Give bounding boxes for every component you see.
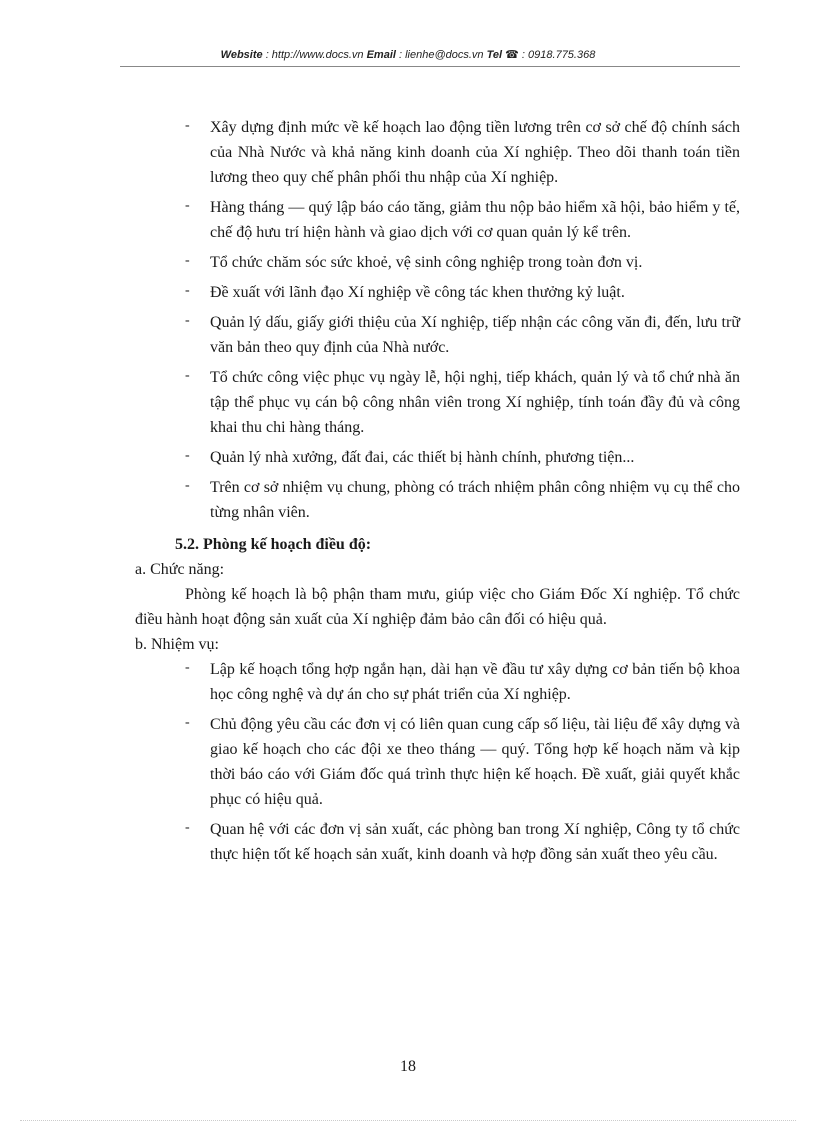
subsection-a-text: Phòng kế hoạch là bộ phận tham mưu, giúp việc cho Giám Đốc Xí nghiệp. Tổ chức điều hành hoạt động sản xuất của Xí nghiệp đảm bảo cân đối có hiệu quả.	[135, 586, 740, 628]
list-item: - Quản lý dấu, giấy giới thiệu của Xí nghiệp, tiếp nhận các công văn đi, đến, lưu trữ văn bản theo quy định của Nhà nước.	[135, 310, 740, 360]
bullet-dash: -	[185, 368, 190, 383]
bullet-dash: -	[185, 715, 190, 730]
list-item: - Tổ chức công việc phục vụ ngày lễ, hội nghị, tiếp khách, quản lý và tổ chứ nhà ăn tập thể phục vụ cán bộ công nhân viên trong Xí nghiệp, tính toán đầy đủ và công khai thu chi hàng tháng.	[135, 365, 740, 440]
email-label: Email	[366, 49, 396, 61]
page-header	[0, 48, 816, 61]
bullet-dash: -	[185, 478, 190, 493]
page-number: 18	[400, 1058, 416, 1075]
list-item: - Đề xuất với lãnh đạo Xí nghiệp về công tác khen thưởng kỷ luật.	[135, 280, 740, 305]
header-rule	[120, 66, 740, 67]
list-item: - Hàng tháng — quý lập báo cáo tăng, giảm thu nộp bảo hiểm xã hội, bảo hiểm y tế, chế độ hưu trí hiện hành và giao dịch với cơ quan quản lý kể trên.	[135, 195, 740, 245]
email-value: : lienhe@docs.vn	[395, 49, 487, 61]
bullet-list-bottom	[135, 657, 740, 867]
bullet-dash: -	[185, 283, 190, 298]
bullet-dash: -	[185, 253, 190, 268]
bullet-dash: -	[185, 820, 190, 835]
bullet-dash: -	[185, 313, 190, 328]
list-item: - Xây dựng định mức về kế hoạch lao động tiền lương trên cơ sở chế độ chính sách của Nhà Nước và khả năng kinh doanh của Xí nghiệp. Theo dõi thanh toán tiền lương theo quy chế phân phối thu nhập của Xí nghiệp.	[135, 115, 740, 190]
bullet-dash: -	[185, 660, 190, 675]
page-content	[135, 115, 740, 872]
subsection-a-title: a. Chức năng:	[135, 561, 225, 578]
list-item: - Quan hệ với các đơn vị sản xuất, các phòng ban trong Xí nghiệp, Công ty tổ chức thực hiện tốt kế hoạch sản xuất, kinh doanh và hợp đồng sản xuất theo yêu cầu.	[135, 817, 740, 867]
bullet-dash: -	[185, 448, 190, 463]
footer-divider	[20, 1120, 796, 1121]
subsection-b-title: b. Nhiệm vụ:	[135, 636, 219, 653]
phone-icon: ☎	[505, 49, 519, 61]
bullet-list-top	[135, 115, 740, 525]
website-label: Website	[220, 49, 263, 61]
list-item: - Quản lý nhà xưởng, đất đai, các thiết bị hành chính, phương tiện...	[135, 445, 740, 470]
list-item: - Lập kế hoạch tổng hợp ngắn hạn, dài hạn về đầu tư xây dựng cơ bản tiến bộ khoa học công nghệ và dự án cho sự phát triển của Xí nghiệp.	[135, 657, 740, 707]
bullet-dash: -	[185, 198, 190, 213]
list-item: - Tổ chức chăm sóc sức khoẻ, vệ sinh công nghiệp trong toàn đơn vị.	[135, 250, 740, 275]
list-item: - Chủ động yêu cầu các đơn vị có liên quan cung cấp số liệu, tài liệu để xây dựng và giao kế hoạch cho các đội xe theo tháng — quý. Tổng hợp kế hoạch năm và kịp thời báo cáo với Giám đốc quá trình thực hiện kế hoạch. Đề xuất, giải quyết khắc phục có hiệu quả.	[135, 712, 740, 812]
bullet-dash: -	[185, 118, 190, 133]
tel-value: : 0918.775.368	[518, 49, 596, 61]
list-item: - Trên cơ sở nhiệm vụ chung, phòng có trách nhiệm phân công nhiệm vụ cụ thể cho từng nhân viên.	[135, 475, 740, 525]
website-value: : http://www.docs.vn	[262, 49, 367, 61]
tel-label: Tel	[486, 49, 503, 61]
section-title: 5.2. Phòng kế hoạch điều độ:	[175, 536, 372, 553]
